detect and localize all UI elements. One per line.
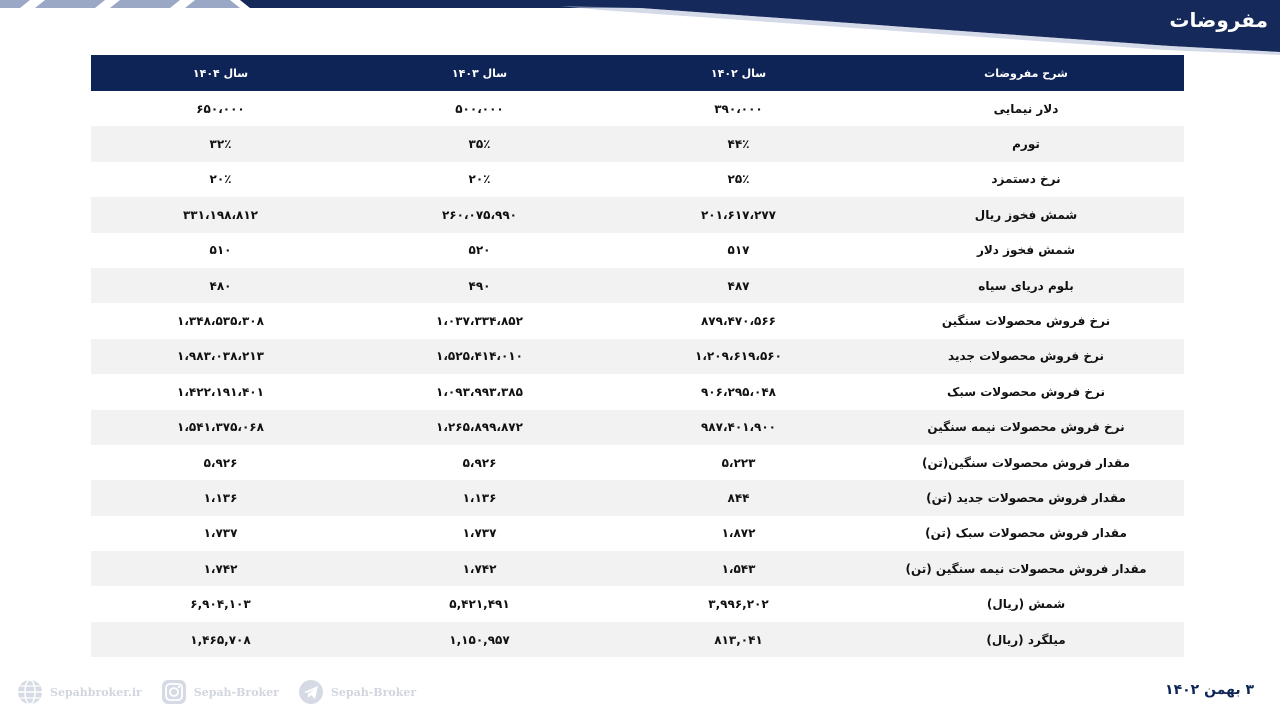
- cell-year-1402: ۴۸۷: [727, 278, 750, 293]
- table-row: [91, 445, 1184, 480]
- table-body: [91, 91, 1184, 657]
- cell-description: نرخ فروش محصولات سنگین: [941, 314, 1111, 329]
- cell-year-1402: ۹۸۷،۴۰۱،۹۰۰: [700, 420, 777, 435]
- instagram-label: Sepah-Broker: [193, 685, 279, 699]
- table-row: [91, 197, 1184, 232]
- header-band: [0, 0, 1280, 60]
- table-row: [91, 233, 1184, 268]
- table-row: [91, 480, 1184, 515]
- telegram-label: Sepah-Broker: [330, 685, 417, 699]
- cell-year-1403: ۵،۹۲۶: [462, 455, 497, 470]
- cell-year-1403: ۱،۷۳۷: [462, 526, 497, 541]
- cell-description: نرخ فروش محصولات سبک: [947, 384, 1105, 399]
- table-row: [91, 91, 1184, 126]
- cell-description: شمش (ریال): [986, 597, 1066, 612]
- cell-year-1403: ۱،۷۴۲: [462, 561, 497, 576]
- cell-year-1402: ۵،۲۲۳: [721, 455, 756, 470]
- cell-year-1403: ۱،۰۳۷،۳۳۴،۸۵۲: [436, 314, 523, 329]
- table-row: [91, 268, 1184, 303]
- table-row: [91, 374, 1184, 409]
- assumptions-table-container: [91, 55, 1184, 657]
- cell-description: شمش فخوز ریال: [974, 207, 1078, 222]
- cell-year-1403: ۱،۲۶۵،۸۹۹،۸۷۲: [436, 420, 523, 435]
- instagram-icon: [160, 678, 188, 706]
- cell-year-1402: ۱،۸۷۲: [721, 526, 756, 541]
- header-year-1404: سال ۱۴۰۴: [192, 66, 249, 80]
- cell-description: میلگرد (ریال): [986, 632, 1066, 647]
- assumptions-table: [91, 55, 1184, 657]
- cell-year-1402: ۸۷۹،۴۷۰،۵۶۶: [700, 314, 777, 329]
- cell-description: نرخ فروش محصولات نیمه سنگین: [927, 420, 1125, 435]
- cell-year-1403: ۱،۰۹۳،۹۹۳،۳۸۵: [436, 384, 523, 399]
- cell-year-1404: ۱،۹۸۳،۰۳۸،۲۱۳: [177, 349, 264, 364]
- cell-year-1402: ۹۰۶،۲۹۵،۰۴۸: [700, 384, 777, 399]
- table-row: [91, 410, 1184, 445]
- cell-description: مقدار فروش محصولات جدید (تن): [926, 490, 1126, 505]
- globe-icon: [16, 678, 44, 706]
- table-header-row: [91, 55, 1184, 91]
- cell-year-1402: ۴۴٪: [727, 137, 750, 152]
- cell-year-1404: ۵۱۰: [209, 243, 232, 258]
- cell-description: مقدار فروش محصولات سبک (تن): [925, 526, 1127, 541]
- cell-description: مقدار فروش محصولات نیمه سنگین (تن): [905, 561, 1147, 576]
- cell-year-1404: ۱,۴۶۵,۷۰۸: [190, 632, 251, 647]
- cell-description: بلوم دریای سیاه: [978, 278, 1074, 293]
- cell-year-1404: ۱،۷۴۲: [203, 561, 238, 576]
- cell-year-1403: ۱،۵۲۵،۴۱۴،۰۱۰: [436, 349, 523, 364]
- table-row: [91, 339, 1184, 374]
- cell-description: مقدار فروش محصولات سنگین(تن): [922, 455, 1130, 470]
- telegram-icon: [297, 678, 325, 706]
- cell-year-1404: ۱،۵۴۱،۳۷۵،۰۶۸: [177, 420, 264, 435]
- cell-year-1404: ۱،۳۴۸،۵۳۵،۳۰۸: [177, 314, 264, 329]
- table-row: [91, 586, 1184, 621]
- cell-year-1404: ۴۸۰: [209, 278, 232, 293]
- cell-year-1404: ۳۲٪: [209, 137, 232, 152]
- cell-year-1402: ۸۱۳,۰۴۱: [714, 632, 763, 647]
- header-description: شرح مفروضات: [984, 66, 1068, 80]
- website-label: Sepahbroker.ir: [50, 685, 142, 699]
- table-row: [91, 126, 1184, 161]
- header-year-1402: سال ۱۴۰۲: [710, 66, 767, 80]
- cell-year-1403: ۱,۱۵۰,۹۵۷: [449, 632, 510, 647]
- cell-description: تورم: [1012, 137, 1040, 152]
- footer-links: [16, 676, 416, 708]
- cell-year-1404: ۲۰٪: [209, 172, 232, 187]
- cell-year-1402: ۳,۹۹۶,۲۰۲: [708, 597, 769, 612]
- cell-year-1402: ۳۹۰،۰۰۰: [714, 101, 763, 116]
- cell-year-1404: ۱،۷۳۷: [203, 526, 238, 541]
- cell-year-1404: ۱،۱۳۶: [203, 490, 238, 505]
- header-year-1403: سال ۱۴۰۳: [451, 66, 508, 80]
- cell-year-1402: ۱،۵۴۳: [721, 561, 756, 576]
- cell-description: دلار نیمایی: [993, 101, 1059, 116]
- table-row: [91, 516, 1184, 551]
- cell-description: شمش فخوز دلار: [976, 243, 1076, 258]
- cell-year-1402: ۲۰۱،۶۱۷،۲۷۷: [700, 207, 777, 222]
- cell-year-1403: ۳۵٪: [468, 137, 491, 152]
- cell-year-1403: ۲۶۰،۰۷۵،۹۹۰: [441, 207, 518, 222]
- cell-year-1404: ۵،۹۲۶: [203, 455, 238, 470]
- cell-year-1402: ۲۵٪: [727, 172, 750, 187]
- cell-year-1403: ۴۹۰: [468, 278, 491, 293]
- table-row: [91, 303, 1184, 338]
- footer-date: ۳ بهمن ۱۴۰۲: [1165, 682, 1254, 698]
- table-row: [91, 162, 1184, 197]
- cell-year-1403: ۵۲۰: [468, 243, 491, 258]
- cell-year-1404: ۳۳۱،۱۹۸،۸۱۲: [182, 207, 259, 222]
- cell-year-1402: ۱،۲۰۹،۶۱۹،۵۶۰: [695, 349, 782, 364]
- cell-year-1402: ۸۴۴: [727, 490, 750, 505]
- table-row: [91, 622, 1184, 657]
- cell-year-1403: ۱،۱۳۶: [462, 490, 497, 505]
- cell-year-1403: ۵,۴۲۱,۴۹۱: [449, 597, 510, 612]
- cell-year-1403: ۲۰٪: [468, 172, 491, 187]
- table-row: [91, 551, 1184, 586]
- cell-year-1404: ۶۵۰،۰۰۰: [196, 101, 245, 116]
- cell-year-1402: ۵۱۷: [727, 243, 750, 258]
- website-link[interactable]: [16, 678, 142, 706]
- instagram-link[interactable]: [160, 678, 279, 706]
- cell-year-1404: ۱،۴۲۲،۱۹۱،۴۰۱: [177, 384, 264, 399]
- cell-year-1404: ۶,۹۰۴,۱۰۳: [190, 597, 251, 612]
- cell-year-1403: ۵۰۰،۰۰۰: [455, 101, 504, 116]
- telegram-link[interactable]: [297, 678, 416, 706]
- cell-description: نرخ فروش محصولات جدید: [948, 349, 1104, 364]
- page-title: مفروضات: [1169, 8, 1268, 32]
- cell-description: نرخ دستمزد: [991, 172, 1061, 187]
